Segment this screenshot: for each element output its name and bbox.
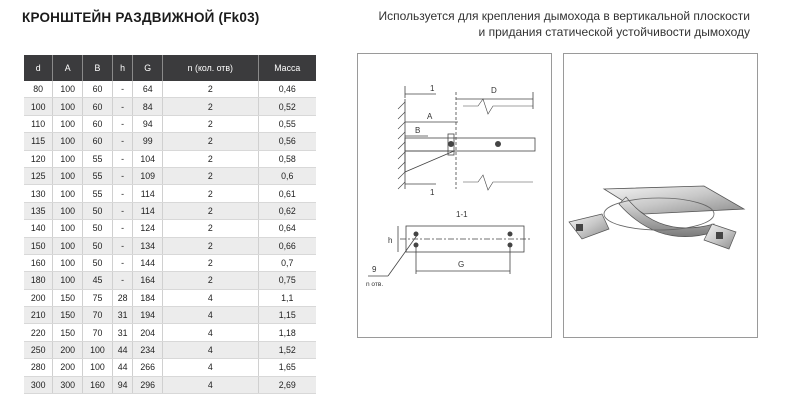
table-cell: - xyxy=(112,202,132,219)
table-cell: 60 xyxy=(83,81,113,98)
table-cell: 45 xyxy=(83,272,113,289)
table-cell: 2 xyxy=(163,133,258,150)
label-1-bottom: 1 xyxy=(430,188,435,197)
table-cell: 4 xyxy=(163,341,258,358)
table-cell: - xyxy=(112,167,132,184)
table-cell: 100 xyxy=(53,133,83,150)
table-cell: - xyxy=(112,185,132,202)
table-cell: 4 xyxy=(163,376,258,393)
column-header: h xyxy=(112,55,132,81)
table-cell: 134 xyxy=(133,237,163,254)
table-cell: 1,65 xyxy=(258,359,316,376)
table-row xyxy=(24,359,316,376)
table-cell: 150 xyxy=(53,289,83,306)
table-row xyxy=(24,341,316,358)
table-cell: 80 xyxy=(24,81,53,98)
table-row xyxy=(24,150,316,167)
column-header: n (кол. отв) xyxy=(163,55,258,81)
table-cell: 1,15 xyxy=(258,307,316,324)
table-cell: 200 xyxy=(53,359,83,376)
table-cell: 109 xyxy=(133,167,163,184)
table-cell: - xyxy=(112,150,132,167)
bracket-arm xyxy=(405,138,535,151)
table-cell: 60 xyxy=(83,133,113,150)
table-cell: 100 xyxy=(53,202,83,219)
table-cell: 234 xyxy=(133,341,163,358)
table-cell: 164 xyxy=(133,272,163,289)
column-header: Масса xyxy=(258,55,316,81)
table-cell: 220 xyxy=(24,324,53,341)
label-A: A xyxy=(427,112,433,121)
table-cell: 0,6 xyxy=(258,167,316,184)
table-cell: 4 xyxy=(163,307,258,324)
table-cell: 150 xyxy=(24,237,53,254)
table-cell: 2 xyxy=(163,272,258,289)
table-cell: 120 xyxy=(24,150,53,167)
table-cell: 1,18 xyxy=(258,324,316,341)
table-row xyxy=(24,307,316,324)
column-header: G xyxy=(133,55,163,81)
label-1-top: 1 xyxy=(430,84,435,93)
table-cell: - xyxy=(112,81,132,98)
table-cell: - xyxy=(112,115,132,132)
table-cell: 2 xyxy=(163,254,258,271)
bracket-product-image xyxy=(564,54,757,337)
table-cell: 100 xyxy=(53,81,83,98)
page-title: КРОНШТЕЙН РАЗДВИЖНОЙ (Fk03) xyxy=(22,10,260,25)
table-body xyxy=(24,81,316,394)
column-header: A xyxy=(53,55,83,81)
table-cell: 114 xyxy=(133,185,163,202)
table-cell: 1,1 xyxy=(258,289,316,306)
table-cell: 94 xyxy=(133,115,163,132)
label-G: G xyxy=(458,260,465,269)
table-cell: 84 xyxy=(133,98,163,115)
table-cell: 100 xyxy=(53,150,83,167)
table-cell: 100 xyxy=(53,220,83,237)
table-cell: 0,56 xyxy=(258,133,316,150)
table-cell: 100 xyxy=(53,115,83,132)
table-cell: 0,61 xyxy=(258,185,316,202)
table-cell: 115 xyxy=(24,133,53,150)
label-D: D xyxy=(491,86,497,95)
table-cell: 110 xyxy=(24,115,53,132)
table-cell: 2 xyxy=(163,81,258,98)
description xyxy=(330,8,750,40)
spec-table xyxy=(24,55,316,394)
table-cell: 100 xyxy=(24,98,53,115)
bracket-drawing xyxy=(358,54,551,337)
table-cell: 184 xyxy=(133,289,163,306)
table-cell: 135 xyxy=(24,202,53,219)
table-cell: 55 xyxy=(83,167,113,184)
table-cell: 114 xyxy=(133,202,163,219)
wall-hatch xyxy=(398,102,405,189)
table-cell: 104 xyxy=(133,150,163,167)
table-row xyxy=(24,167,316,184)
table-cell: 70 xyxy=(83,324,113,341)
table-row xyxy=(24,376,316,393)
table-cell: 180 xyxy=(24,272,53,289)
table-cell: - xyxy=(112,133,132,150)
table-cell: 150 xyxy=(53,307,83,324)
table-cell: 60 xyxy=(83,98,113,115)
table-cell: 2 xyxy=(163,202,258,219)
table-cell: 124 xyxy=(133,220,163,237)
description-line-1: Используется для крепления дымохода в вертикальной плоскости xyxy=(378,9,750,23)
table-cell: 140 xyxy=(24,220,53,237)
table-cell: - xyxy=(112,220,132,237)
bracket-brace xyxy=(405,151,454,172)
label-n: n отв. xyxy=(366,281,384,288)
table-row xyxy=(24,324,316,341)
table-cell: 2 xyxy=(163,220,258,237)
table-row xyxy=(24,185,316,202)
description-line-2: и придания статической устойчивости дымоходу xyxy=(478,25,750,39)
column-header: B xyxy=(83,55,113,81)
table-cell: 150 xyxy=(53,324,83,341)
table-cell: 2 xyxy=(163,237,258,254)
table-cell: 99 xyxy=(133,133,163,150)
table-cell: 125 xyxy=(24,167,53,184)
table-cell: 204 xyxy=(133,324,163,341)
label-B: B xyxy=(415,126,421,135)
table-cell: 31 xyxy=(112,324,132,341)
table-header-row xyxy=(24,55,316,81)
table-cell: 2 xyxy=(163,167,258,184)
table-row xyxy=(24,272,316,289)
table-cell: 0,52 xyxy=(258,98,316,115)
table-cell: 0,66 xyxy=(258,237,316,254)
table-cell: 100 xyxy=(53,254,83,271)
table-cell: 44 xyxy=(112,359,132,376)
table-cell: 55 xyxy=(83,150,113,167)
table-cell: 144 xyxy=(133,254,163,271)
table-cell: 2 xyxy=(163,115,258,132)
table-cell: - xyxy=(112,237,132,254)
table-cell: 0,62 xyxy=(258,202,316,219)
table-cell: 0,75 xyxy=(258,272,316,289)
table-cell: 4 xyxy=(163,359,258,376)
table-cell: 50 xyxy=(83,254,113,271)
table-row xyxy=(24,133,316,150)
table-cell: 0,64 xyxy=(258,220,316,237)
table-cell: 64 xyxy=(133,81,163,98)
table-cell: 2,69 xyxy=(258,376,316,393)
table-cell: 2 xyxy=(163,185,258,202)
table-cell: 250 xyxy=(24,341,53,358)
table-cell: 50 xyxy=(83,220,113,237)
label-h: h xyxy=(388,236,393,245)
technical-drawing-panel xyxy=(357,53,552,338)
table-cell: 75 xyxy=(83,289,113,306)
table-cell: 28 xyxy=(112,289,132,306)
table-row xyxy=(24,254,316,271)
table-cell: 200 xyxy=(53,341,83,358)
table-cell: 100 xyxy=(53,237,83,254)
table-cell: 0,55 xyxy=(258,115,316,132)
table-row xyxy=(24,202,316,219)
table-cell: 0,58 xyxy=(258,150,316,167)
table-row xyxy=(24,220,316,237)
table-cell: 296 xyxy=(133,376,163,393)
table-row xyxy=(24,115,316,132)
table-cell: 300 xyxy=(24,376,53,393)
table-row xyxy=(24,237,316,254)
table-cell: 2 xyxy=(163,150,258,167)
table-cell: 0,46 xyxy=(258,81,316,98)
table-cell: 94 xyxy=(112,376,132,393)
table-cell: 266 xyxy=(133,359,163,376)
table-row xyxy=(24,289,316,306)
table-cell: 2 xyxy=(163,98,258,115)
table-cell: 31 xyxy=(112,307,132,324)
table-cell: 100 xyxy=(53,167,83,184)
table-cell: 4 xyxy=(163,324,258,341)
table-cell: 1,52 xyxy=(258,341,316,358)
table-cell: 160 xyxy=(83,376,113,393)
table-cell: 300 xyxy=(53,376,83,393)
table-cell: - xyxy=(112,272,132,289)
table-cell: 100 xyxy=(53,98,83,115)
table-row xyxy=(24,81,316,98)
table-cell: 44 xyxy=(112,341,132,358)
table-cell: 210 xyxy=(24,307,53,324)
table-cell: 0,7 xyxy=(258,254,316,271)
table-cell: 194 xyxy=(133,307,163,324)
table-cell: 130 xyxy=(24,185,53,202)
column-header: d xyxy=(24,55,53,81)
product-photo-panel xyxy=(563,53,758,338)
table-cell: 200 xyxy=(24,289,53,306)
bolt-holes xyxy=(414,141,513,248)
table-cell: - xyxy=(112,254,132,271)
label-9: 9 xyxy=(372,265,377,274)
table-cell: 50 xyxy=(83,202,113,219)
table-cell: 160 xyxy=(24,254,53,271)
table-cell: 100 xyxy=(53,272,83,289)
table-cell: 60 xyxy=(83,115,113,132)
table-cell: 70 xyxy=(83,307,113,324)
table-cell: 100 xyxy=(53,185,83,202)
table-cell: 100 xyxy=(83,341,113,358)
table-cell: 280 xyxy=(24,359,53,376)
table-cell: 50 xyxy=(83,237,113,254)
table-cell: - xyxy=(112,98,132,115)
table-cell: 55 xyxy=(83,185,113,202)
table-cell: 100 xyxy=(83,359,113,376)
label-section: 1-1 xyxy=(456,210,468,219)
table-cell: 4 xyxy=(163,289,258,306)
table-row xyxy=(24,98,316,115)
